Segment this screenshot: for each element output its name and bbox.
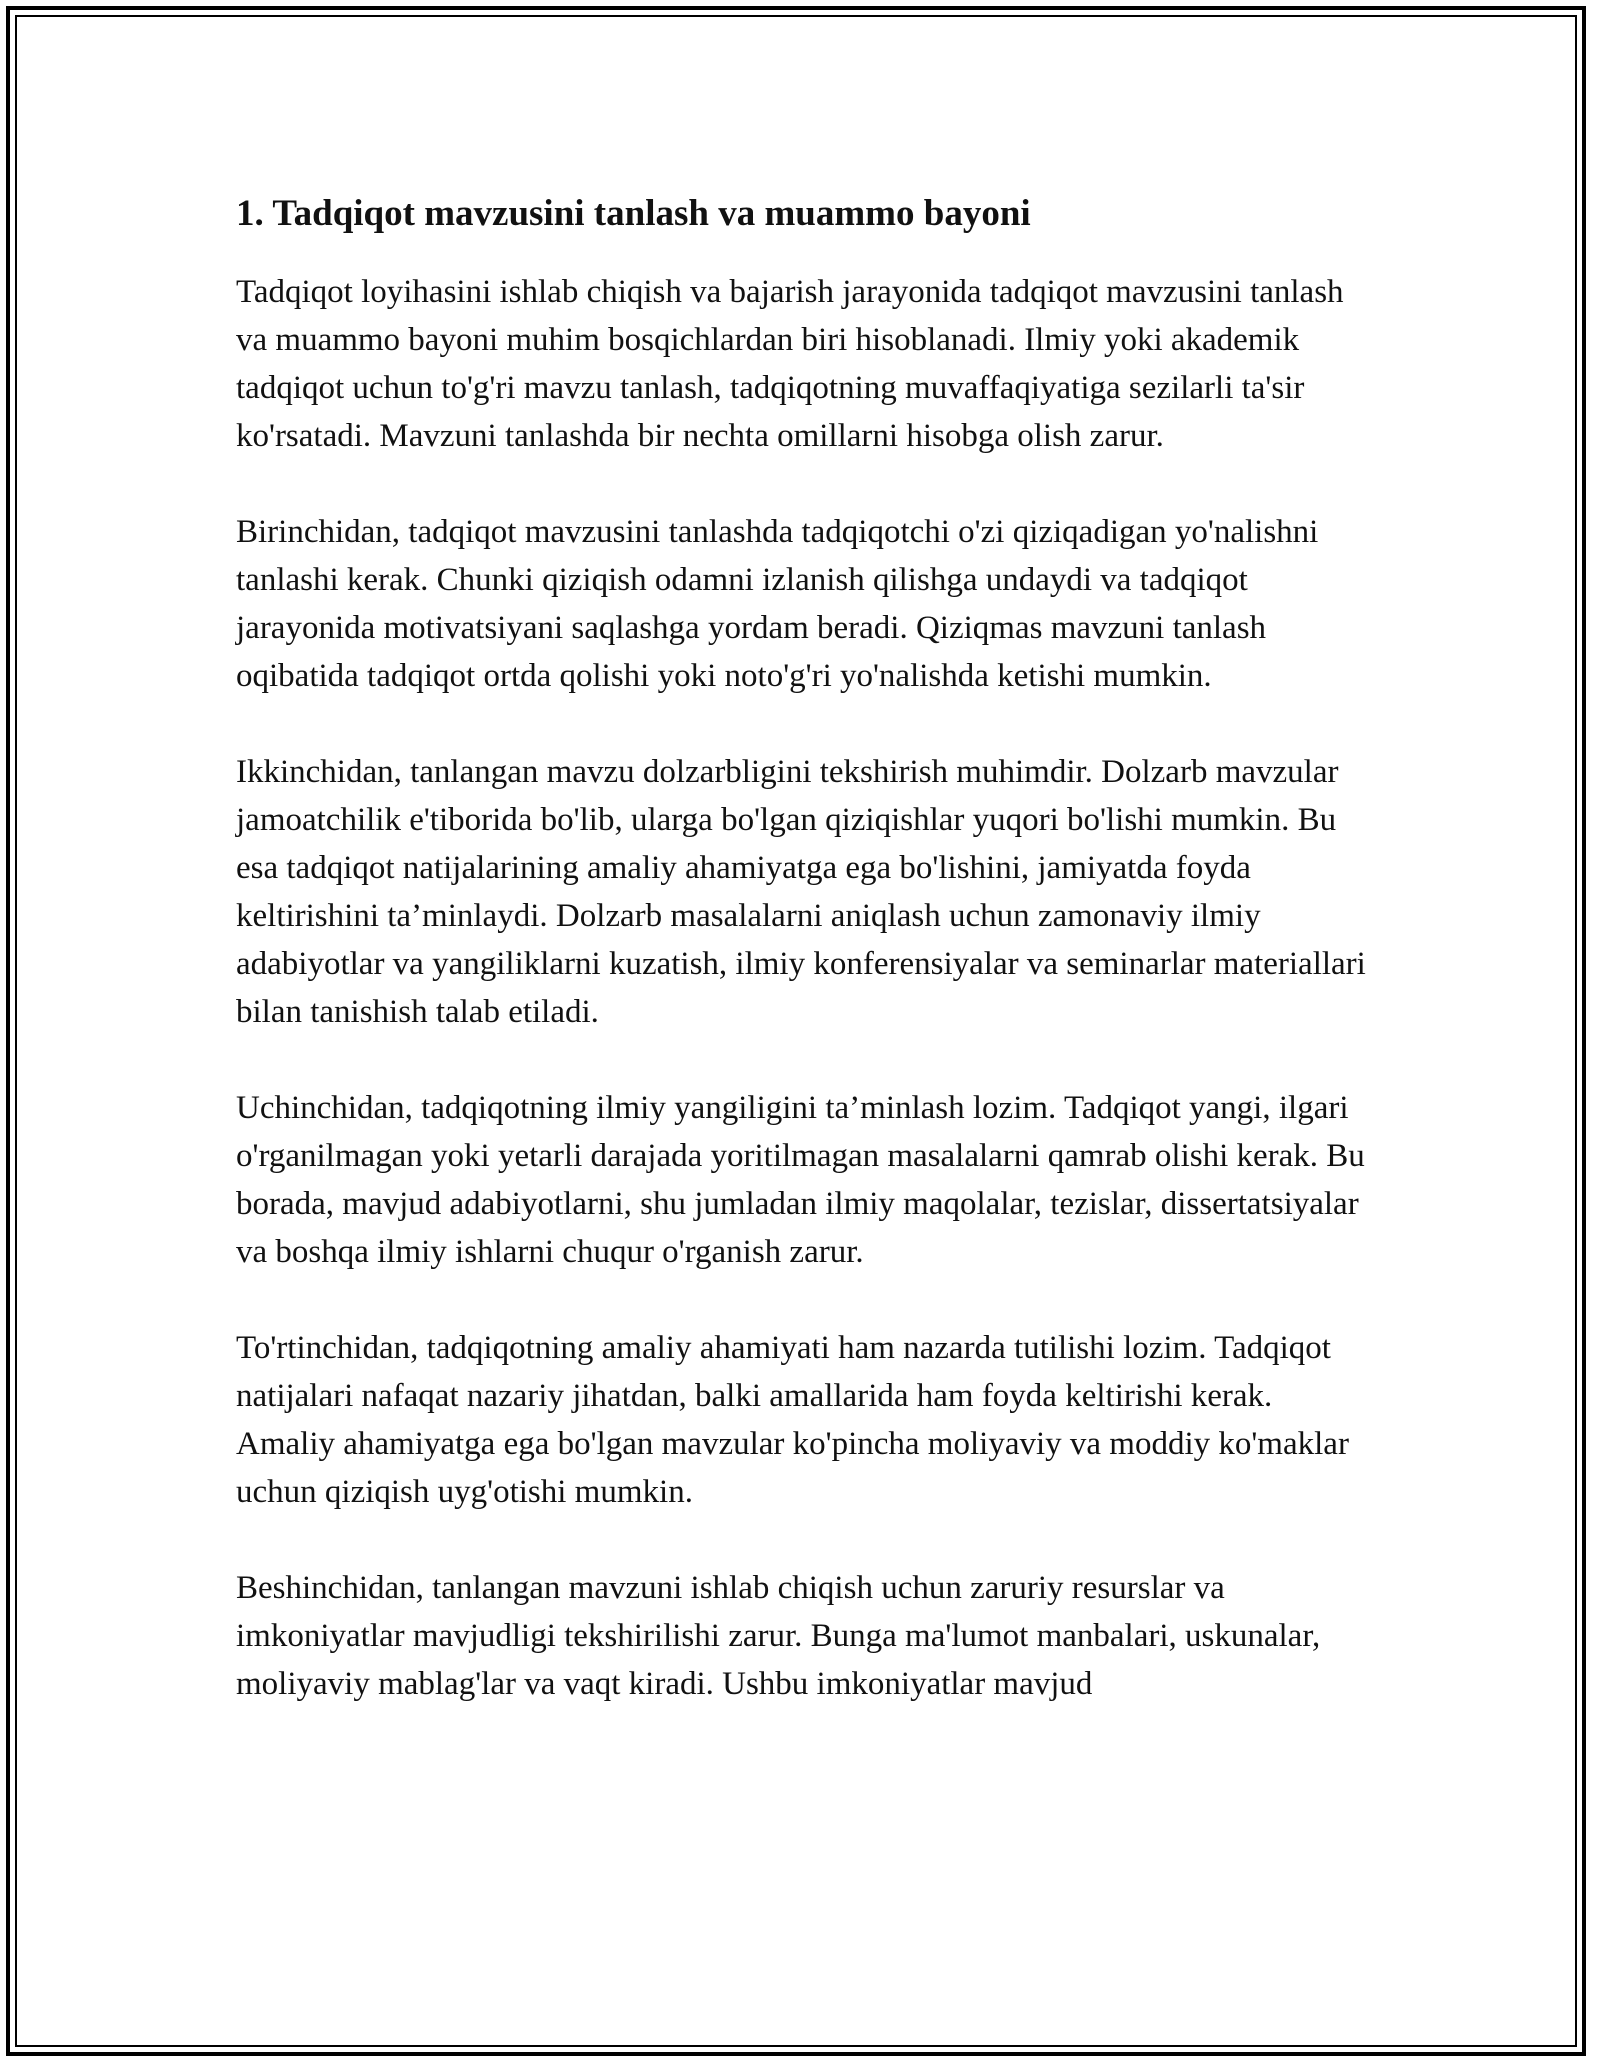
paragraph-fifth: Beshinchidan, tanlangan mavzuni ishlab chiqish uchun zaruriy resurslar va imkoniyatlar mavjudligi tekshirilishi zarur. Bunga ma'lumot manbalari, uskunalar, moliyaviy mablag'lar va vaqt kiradi. Ushbu imkoniyatlar mavjud (236, 1570, 1321, 1702)
paragraph-fourth: To'rtinchidan, tadqiqotning amaliy ahamiyati ham nazarda tutilishi lozim. Tadqiqot natijalari nafaqat nazariy jihatdan, balki amallarida ham foyda keltirishi kerak. Amaliy ahamiyatga ega bo'lgan mavzular ko'pincha moliyaviy va moddiy ko'maklar uchun qiziqish uyg'otishi mumkin. (236, 1330, 1349, 1510)
paragraph-second: Ikkinchidan, tanlangan mavzu dolzarbligini tekshirish muhimdir. Dolzarb mavzular jamoatchilik e'tiborida bo'lib, ularga bo'lgan qiziqishlar yuqori bo'lishi mumkin. Bu esa tadqiqot natijalarining amaliy ahamiyatga ega bo'lishini, jamiyatda foyda keltirishini ta’minlaydi. Dolzarb masalalarni aniqlash uchun zamonaviy ilmiy adabiyotlar va yangiliklarni kuzatish, ilmiy konferensiyalar va seminarlar materiallari bilan tanishish talab etiladi. (236, 754, 1366, 1030)
paragraph-first: Birinchidan, tadqiqot mavzusini tanlashda tadqiqotchi o'zi qiziqadigan yo'nalishni tanlashi kerak. Chunki qiziqish odamni izlanish qilishga undaydi va tadqiqot jarayonida motivatsiyani saqlashga yordam beradi. Qiziqmas mavzuni tanlash oqibatida tadqiqot ortda qolishi yoki noto'g'ri yo'nalishda ketishi mumkin. (236, 514, 1319, 694)
paragraph-intro: Tadqiqot loyihasini ishlab chiqish va bajarish jarayonida tadqiqot mavzusini tanlash va muammo bayoni muhim bosqichlardan biri hisoblanadi. Ilmiy yoki akademik tadqiqot uchun to'g'ri mavzu tanlash, tadqiqotning muvaffaqiyatiga sezilarli ta'sir ko'rsatadi. Mavzuni tanlashda bir nechta omillarni hisobga olish zarur. (236, 274, 1344, 454)
document-body (236, 188, 1371, 1708)
section-heading: 1. Tadqiqot mavzusini tanlash va muammo bayoni (236, 193, 1031, 234)
paragraph-third: Uchinchidan, tadqiqotning ilmiy yangiligini ta’minlash lozim. Tadqiqot yangi, ilgari o'rganilmagan yoki yetarli darajada yoritilmagan masalalarni qamrab olishi kerak. Bu borada, mavjud adabiyotlarni, shu jumladan ilmiy maqolalar, tezislar, dissertatsiyalar va boshqa ilmiy ishlarni chuqur o'rganish zarur. (236, 1090, 1365, 1270)
